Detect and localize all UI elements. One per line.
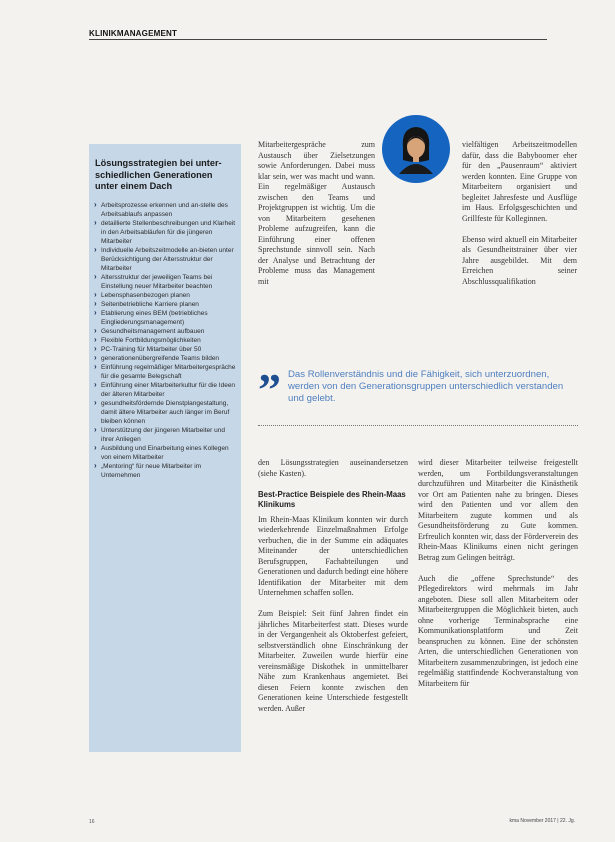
article-paragraph: Zum Beispiel: Seit fünf Jahren findet ein jährliches Mitarbeiterfest statt. Dieses wurde in der Vergangenheit als Oktoberfest gefeiert, selbstverständlich ohne Einschränkung der Mitarbeiter. Zuweilen wurde hierfür eine vereinsmäßige Diskothek in unmittelbarer Nähe zum Krankenhaus angemietet. Bei diesen Feiern konnte zwischen den Generationen keine Unterschiede festgestellt werden. Außer [258, 609, 408, 713]
page-number: 16 [89, 819, 95, 825]
strategy-item: › Einführung einer Mitarbeiterkultur für die Ideen der älteren Mitarbeiter [94, 381, 236, 399]
issue-info: kma November 2017 | 22. Jg. [509, 818, 575, 824]
article-column-mid-bottom [258, 458, 408, 714]
strategy-item: › gesundheitsfördernde Dienstplangestaltung, damit ältere Mitarbeiter auch länger im Beruf bleiben können [94, 399, 236, 426]
quote-mark-icon: ” [258, 364, 281, 415]
pull-quote: Das Rollenverständnis und die Fähigkeit, sich unterzuordnen, werden von den Generationsgruppen unterschiedlich verstanden und gelebt. [288, 369, 564, 405]
article-paragraph: Auch die „offene Sprechstunde“ des Pflegedirektors wird mehrmals im Jahr angeboten. Diese soll allen Mitarbeitern oder Mitarbeitergruppen die Möglichkeit bieten, auch ohne vorherige Terminabsprache eine Kommunikationsplattform und Zeit beanspruchen zu können. Eine der schönsten Arten, die unterschiedlichen Generationen von Mitarbeitern zusammenzubringen, ist jedoch eine regelmäßig stattfindende Kochveranstaltung von Mitarbeitern für [418, 573, 578, 688]
strategy-item: › PC-Training für Mitarbeiter über 50 [94, 345, 236, 354]
quote-divider [258, 425, 578, 426]
strategies-list [94, 201, 236, 480]
strategy-item: › Gesundheitsmanagement aufbauen [94, 327, 236, 336]
article-paragraph: den Lösungsstrategien auseinandersetzen (siehe Kasten). [258, 458, 408, 478]
section-header: KLINIKMANAGEMENT [89, 29, 178, 38]
strategy-item: › Individuelle Arbeitszeitmodelle an-bieten unter Berücksichtigung der Altersstruktur der Mitarbeiter [94, 246, 236, 273]
strategy-item: › Flexible Fortbildungsmöglichkeiten [94, 336, 236, 345]
strategy-item: › detaillierte Stellenbeschreibungen und Klarheit in den Arbeitsabläufen für die jüngeren Mitarbeiter [94, 219, 236, 246]
strategy-item: › Seitenbetriebliche Karriere planen [94, 300, 236, 309]
strategy-item: › Ausbildung und Einarbeitung eines Kollegen von einem Mitarbeiter [94, 444, 236, 462]
strategies-box [89, 144, 241, 752]
article-column-mid-top [258, 140, 375, 287]
article-paragraph: Ebenso wird aktuell ein Mitarbeiter als Gesundheitstrainer über vier Jahre ausgebildet. Mit dem Erreichen seiner Abschlussqualifikation [462, 234, 577, 286]
strategy-item: › Altersstruktur der jeweiligen Teams bei Einstellung neuer Mitarbeiter beachten [94, 273, 236, 291]
article-paragraph: Mitarbeitergespräche zum Austausch über Zielsetzungen sowie Anforderungen. Dabei muss klar sein, wer was macht und wann. Ein regelmäßiger Austausch zwischen den Teams und Projektgruppen ist wichtig. Um die von Mitarbeitern gesehenen Probleme aufzugreifen, kann die Einführung einer offenen Sprechstunde sinnvoll sein. Nach der Analyse und Betrachtung der Probleme muss das Management mit [258, 140, 375, 286]
article-column-right-bottom [418, 458, 578, 689]
strategy-item: › Arbeitsprozesse erkennen und an-stelle des Arbeitsablaufs anpassen [94, 201, 236, 219]
strategy-item: › „Mentoring“ für neue Mitarbeiter im Unternehmen [94, 462, 236, 480]
section-subheading: Best-Practice Beispiele des Rhein-Maas Klinikums [258, 489, 406, 509]
article-paragraph: vielfältigen Arbeitszeitmodellen dafür, dass die Babyboomer eher für den „Pausenraum“ aktiviert werden konnten. Eine Gruppe von Mitarbeitern organisiert und begleitet Jahresfeste und Ausflüge im Haus. Erfolgsgeschichten und Grillfeste für Kolleginnen. [462, 140, 577, 223]
article-paragraph: wird dieser Mitarbeiter teilweise freigestellt werden, um Fortbildungsveranstaltungen durchzuführen und Mitarbeiter die Kinästhetik vor Ort am Patienten nahe zu bringen. Dieses wird den Patienten und vor allem den Mitarbeitern zugute kommen und als Gesundheitsförderung zu Gute kommen. Erfreulich konnten wir, dass der Förderverein des Rhein-Maas Klinikums einen nicht geringen Betrag zum Gelingen beiträgt. [418, 458, 578, 562]
strategies-box-title: Lösungsstrategien bei unter-schiedlichen Generationen unter einem Dach [95, 158, 222, 192]
article-paragraph: Im Rhein-Maas Klinikum konnten wir durch wiederkehrende Einzelmaßnahmen Erfolge verbuchen, die in der Summe ein adäquates Miteinander der unterschiedlichen Berufsgruppen, Fachabteilungen und Generationen und dadurch bedingt eine höhere Identifikation der Mitarbeiter mit dem Unternehmen schaffen sollen. [258, 514, 408, 597]
strategy-item: › Lebensphasenbezogen planen [94, 291, 236, 300]
strategy-item: › Etablierung eines BEM (betriebliches Eingliederungsmanagement) [94, 309, 236, 327]
person-avatar-icon [381, 114, 451, 184]
strategy-item: › Einführung regelmäßiger Mitarbeitergespräche für die gesamte Belegschaft [94, 363, 236, 381]
header-rule [89, 39, 547, 40]
strategy-item: › generationenübergreifende Teams bilden [94, 354, 236, 363]
article-column-right-top [462, 140, 577, 287]
strategy-item: › Unterstützung der jüngeren Mitarbeiter und ihrer Anliegen [94, 426, 236, 444]
